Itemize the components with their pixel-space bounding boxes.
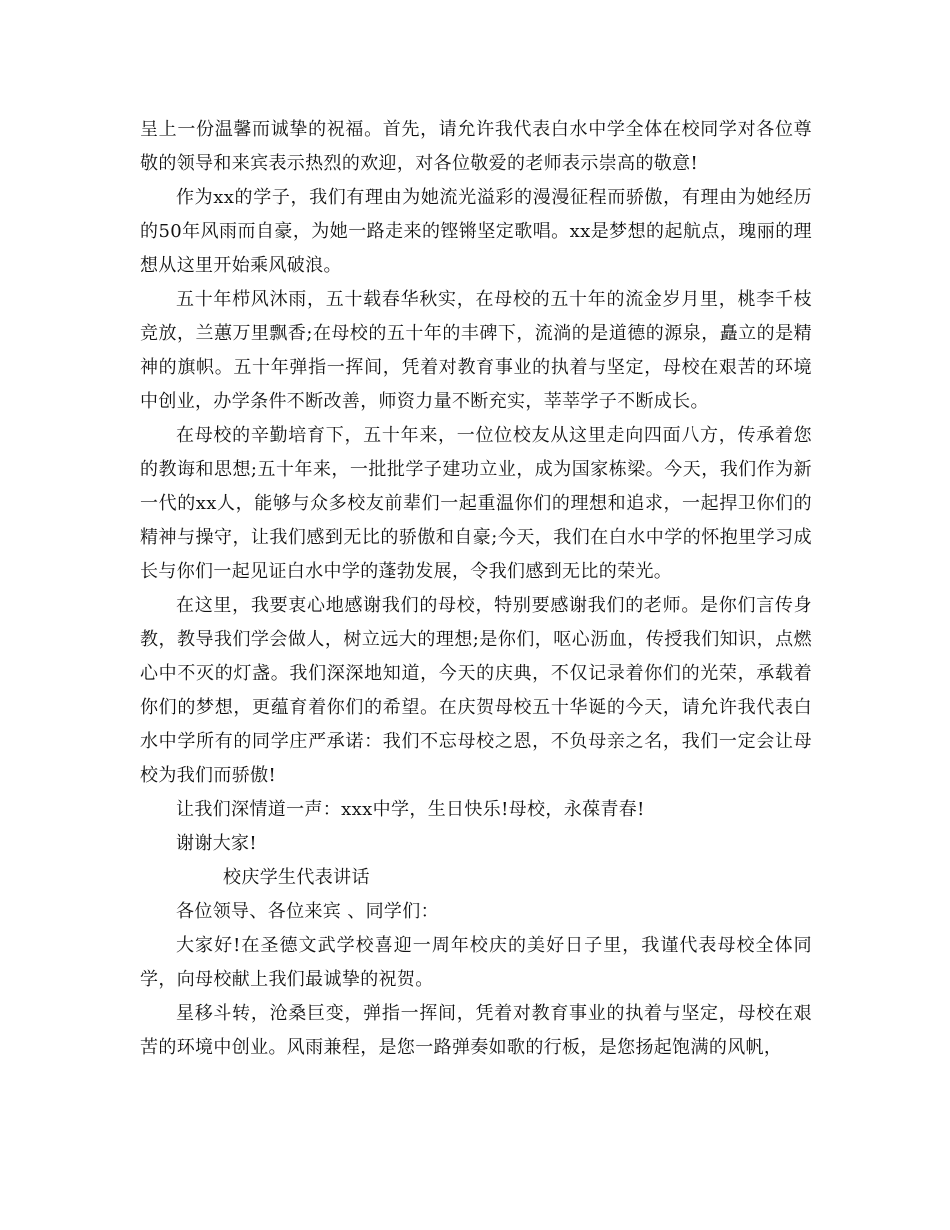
paragraph-xx-student: 作为xx的学子，我们有理由为她流光溢彩的漫漫征程而骄傲，有理由为她经历的50年风雨而自豪，为她一路走来的铿锵坚定歌唱。xx是梦想的起航点，瑰丽的理想从这里开始乘风破浪。 xyxy=(140,187,812,276)
speech-title: 校庆学生代表讲话 xyxy=(223,867,370,888)
paragraph-greeting: 大家好!在圣德文武学校喜迎一周年校庆的美好日子里，我谨代表母校全体同学，向母校献上我们最诚挚的祝贺。 xyxy=(140,935,812,990)
paragraph-alumni: 在母校的辛勤培育下，五十年来，一位位校友从这里走向四面八方，传承着您的教诲和思想;五十年来，一批批学子建功立业，成为国家栋梁。今天，我们作为新一代的xx人，能够与众多校友前辈们一起重温你们的理想和追求，一起捍卫你们的精神与操守，让我们感到无比的骄傲和自豪;今天，我们在白水中学的怀抱里学习成长与你们一起见证白水中学的蓬勃发展，令我们感到无比的荣光。 xyxy=(140,425,812,582)
paragraph-birthday-wish: 让我们深情道一声：xxx中学，生日快乐!母校，永葆青春! xyxy=(176,799,645,820)
paragraph-thanks-teachers: 在这里，我要衷心地感谢我们的母校，特别要感谢我们的老师。是你们言传身教，教导我们学会做人，树立远大的理想;是你们，呕心沥血，传授我们知识，点燃心中不灭的灯盏。我们深深地知道，今天的庆典，不仅记录着你们的光荣，承载着你们的梦想，更蕴育着你们的希望。在庆贺母校五十华诞的今天，请允许我代表白水中学所有的同学庄严承诺：我们不忘母校之恩，不负母亲之名，我们一定会让母校为我们而骄傲! xyxy=(140,595,812,786)
paragraph-fifty-years: 五十年栉风沐雨，五十载春华秋实，在母校的五十年的流金岁月里，桃李千枝竞放，兰蕙万里飘香;在母校的五十年的丰碑下，流淌的是道德的源泉，矗立的是精神的旗帜。五十年弹指一挥间，凭着对教育事业的执着与坚定，母校在艰苦的环境中创业，办学条件不断改善，师资力量不断充实，莘莘学子不断成长。 xyxy=(140,289,812,412)
paragraph-thank-all: 谢谢大家! xyxy=(176,833,257,854)
document-content xyxy=(140,113,812,1065)
paragraph-opening-continuation: 呈上一份温馨而诚挚的祝福。首先，请允许我代表白水中学全体在校同学对各位尊敬的领导和来宾表示热烈的欢迎，对各位敬爱的老师表示崇高的敬意! xyxy=(140,119,812,174)
paragraph-closing-fragment: 星移斗转，沧桑巨变，弹指一挥间，凭着对教育事业的执着与坚定，母校在艰苦的环境中创业。风雨兼程，是您一路弹奏如歌的行板，是您扬起饱满的风帆， xyxy=(140,1003,812,1058)
speech-salutation: 各位领导、各位来宾 、同学们： xyxy=(176,901,439,922)
